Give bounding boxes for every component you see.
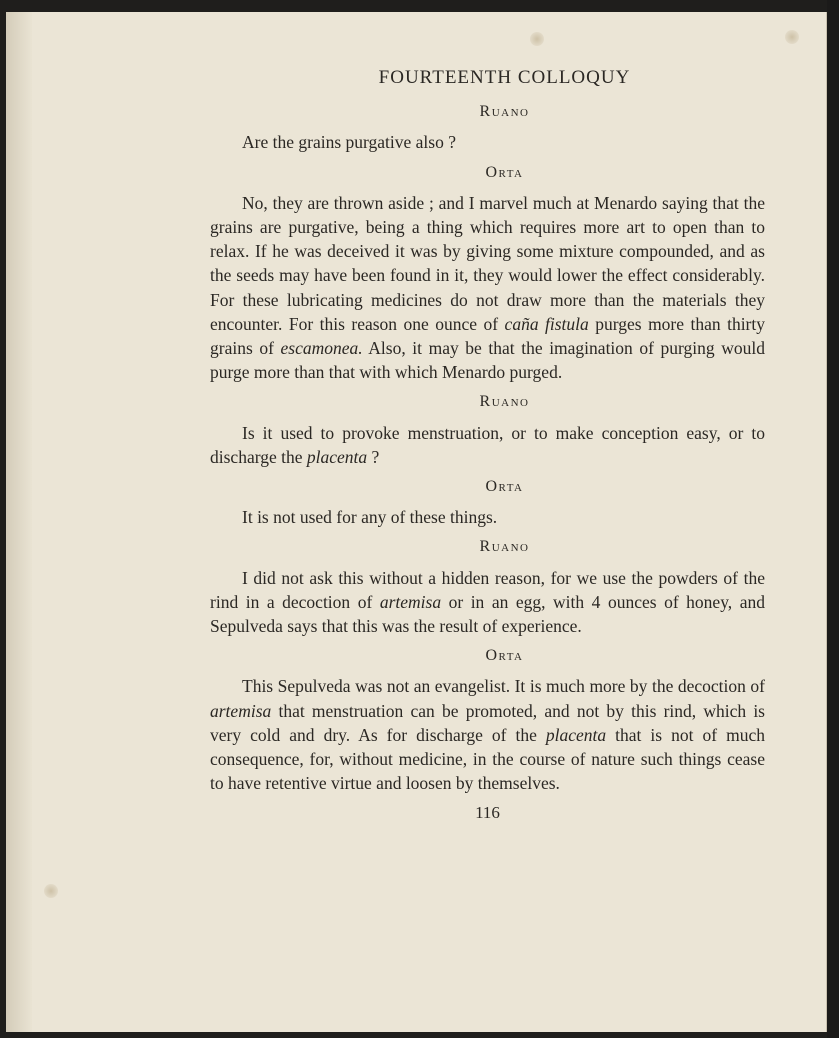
paragraph-text: purges more than thirty grains of: [210, 313, 765, 359]
paragraph-text: This Sepulveda was not an evangelist. It is much more by the decoction of: [242, 676, 765, 697]
running-head: FOURTEENTH COLLOQUY: [378, 67, 631, 88]
italic-term: placenta: [545, 724, 607, 745]
speaker-ruano: Ruano: [479, 393, 530, 411]
italic-term: artemisa: [210, 700, 272, 721]
paragraph: [210, 674, 765, 795]
italic-term: artemisa: [379, 591, 442, 612]
paragraph-text: or in an egg, with 4 ounces of honey, and Sepulveda says that this was the result of experience.: [210, 591, 765, 637]
paper-stain: [785, 30, 799, 44]
paragraph-text: Is it used to provoke menstruation, or to make conception easy, or to discharge the: [210, 422, 765, 467]
italic-term: placenta: [306, 446, 368, 467]
book-binding-edge: [827, 0, 839, 1038]
speaker-ruano: Ruano: [479, 103, 530, 121]
italic-term: escamonea.: [280, 338, 363, 359]
paragraph: [210, 566, 765, 639]
paragraph-text: Also, it may be that the imagination of purging would purge more than that with which Menardo purged.: [210, 338, 765, 383]
paragraph-text: ?: [367, 446, 380, 467]
page-number: 116: [475, 803, 500, 823]
paragraph: [210, 505, 765, 529]
paragraph-text: I did not ask this without a hidden reason, for we use the powders of the rind in a decoction of: [210, 567, 765, 612]
paper-stain: [44, 884, 58, 898]
speaker-orta: Orta: [485, 163, 524, 181]
paragraph: [210, 191, 765, 385]
paragraph: [210, 130, 765, 154]
page-gutter-shadow: [6, 12, 32, 1032]
paper-stain: [530, 32, 544, 46]
speaker-orta: Orta: [485, 647, 524, 665]
italic-term: caña fistula: [504, 313, 589, 334]
speaker-orta: Orta: [485, 478, 524, 496]
paragraph-text: Are the grains purgative also ?: [242, 132, 456, 153]
paragraph: [210, 421, 765, 469]
paragraph-text: that menstruation can be promoted, and not by this rind, which is very cold and dry. As for discharge of the: [210, 700, 765, 745]
paragraph-text: that is not of much consequence, for, without medicine, in the course of nature such things cease to have retentive virtue and loosen by themselves.: [210, 724, 766, 794]
paragraph-text: It is not used for any of these things.: [242, 507, 498, 528]
page-text-block: [210, 66, 765, 826]
speaker-ruano: Ruano: [479, 538, 530, 556]
paragraph-text: No, they are thrown aside ; and I marvel much at Menardo saying that the grains are purgative, being a thing which requires more art to open than to relax. If he was deceived it was by giving some mixture compounded, and as the seeds may have been found in it, they would lower the effect considerably. For these lubricating medicines do not draw more than the materials they encounter. For this reason one ounce of: [210, 192, 765, 334]
